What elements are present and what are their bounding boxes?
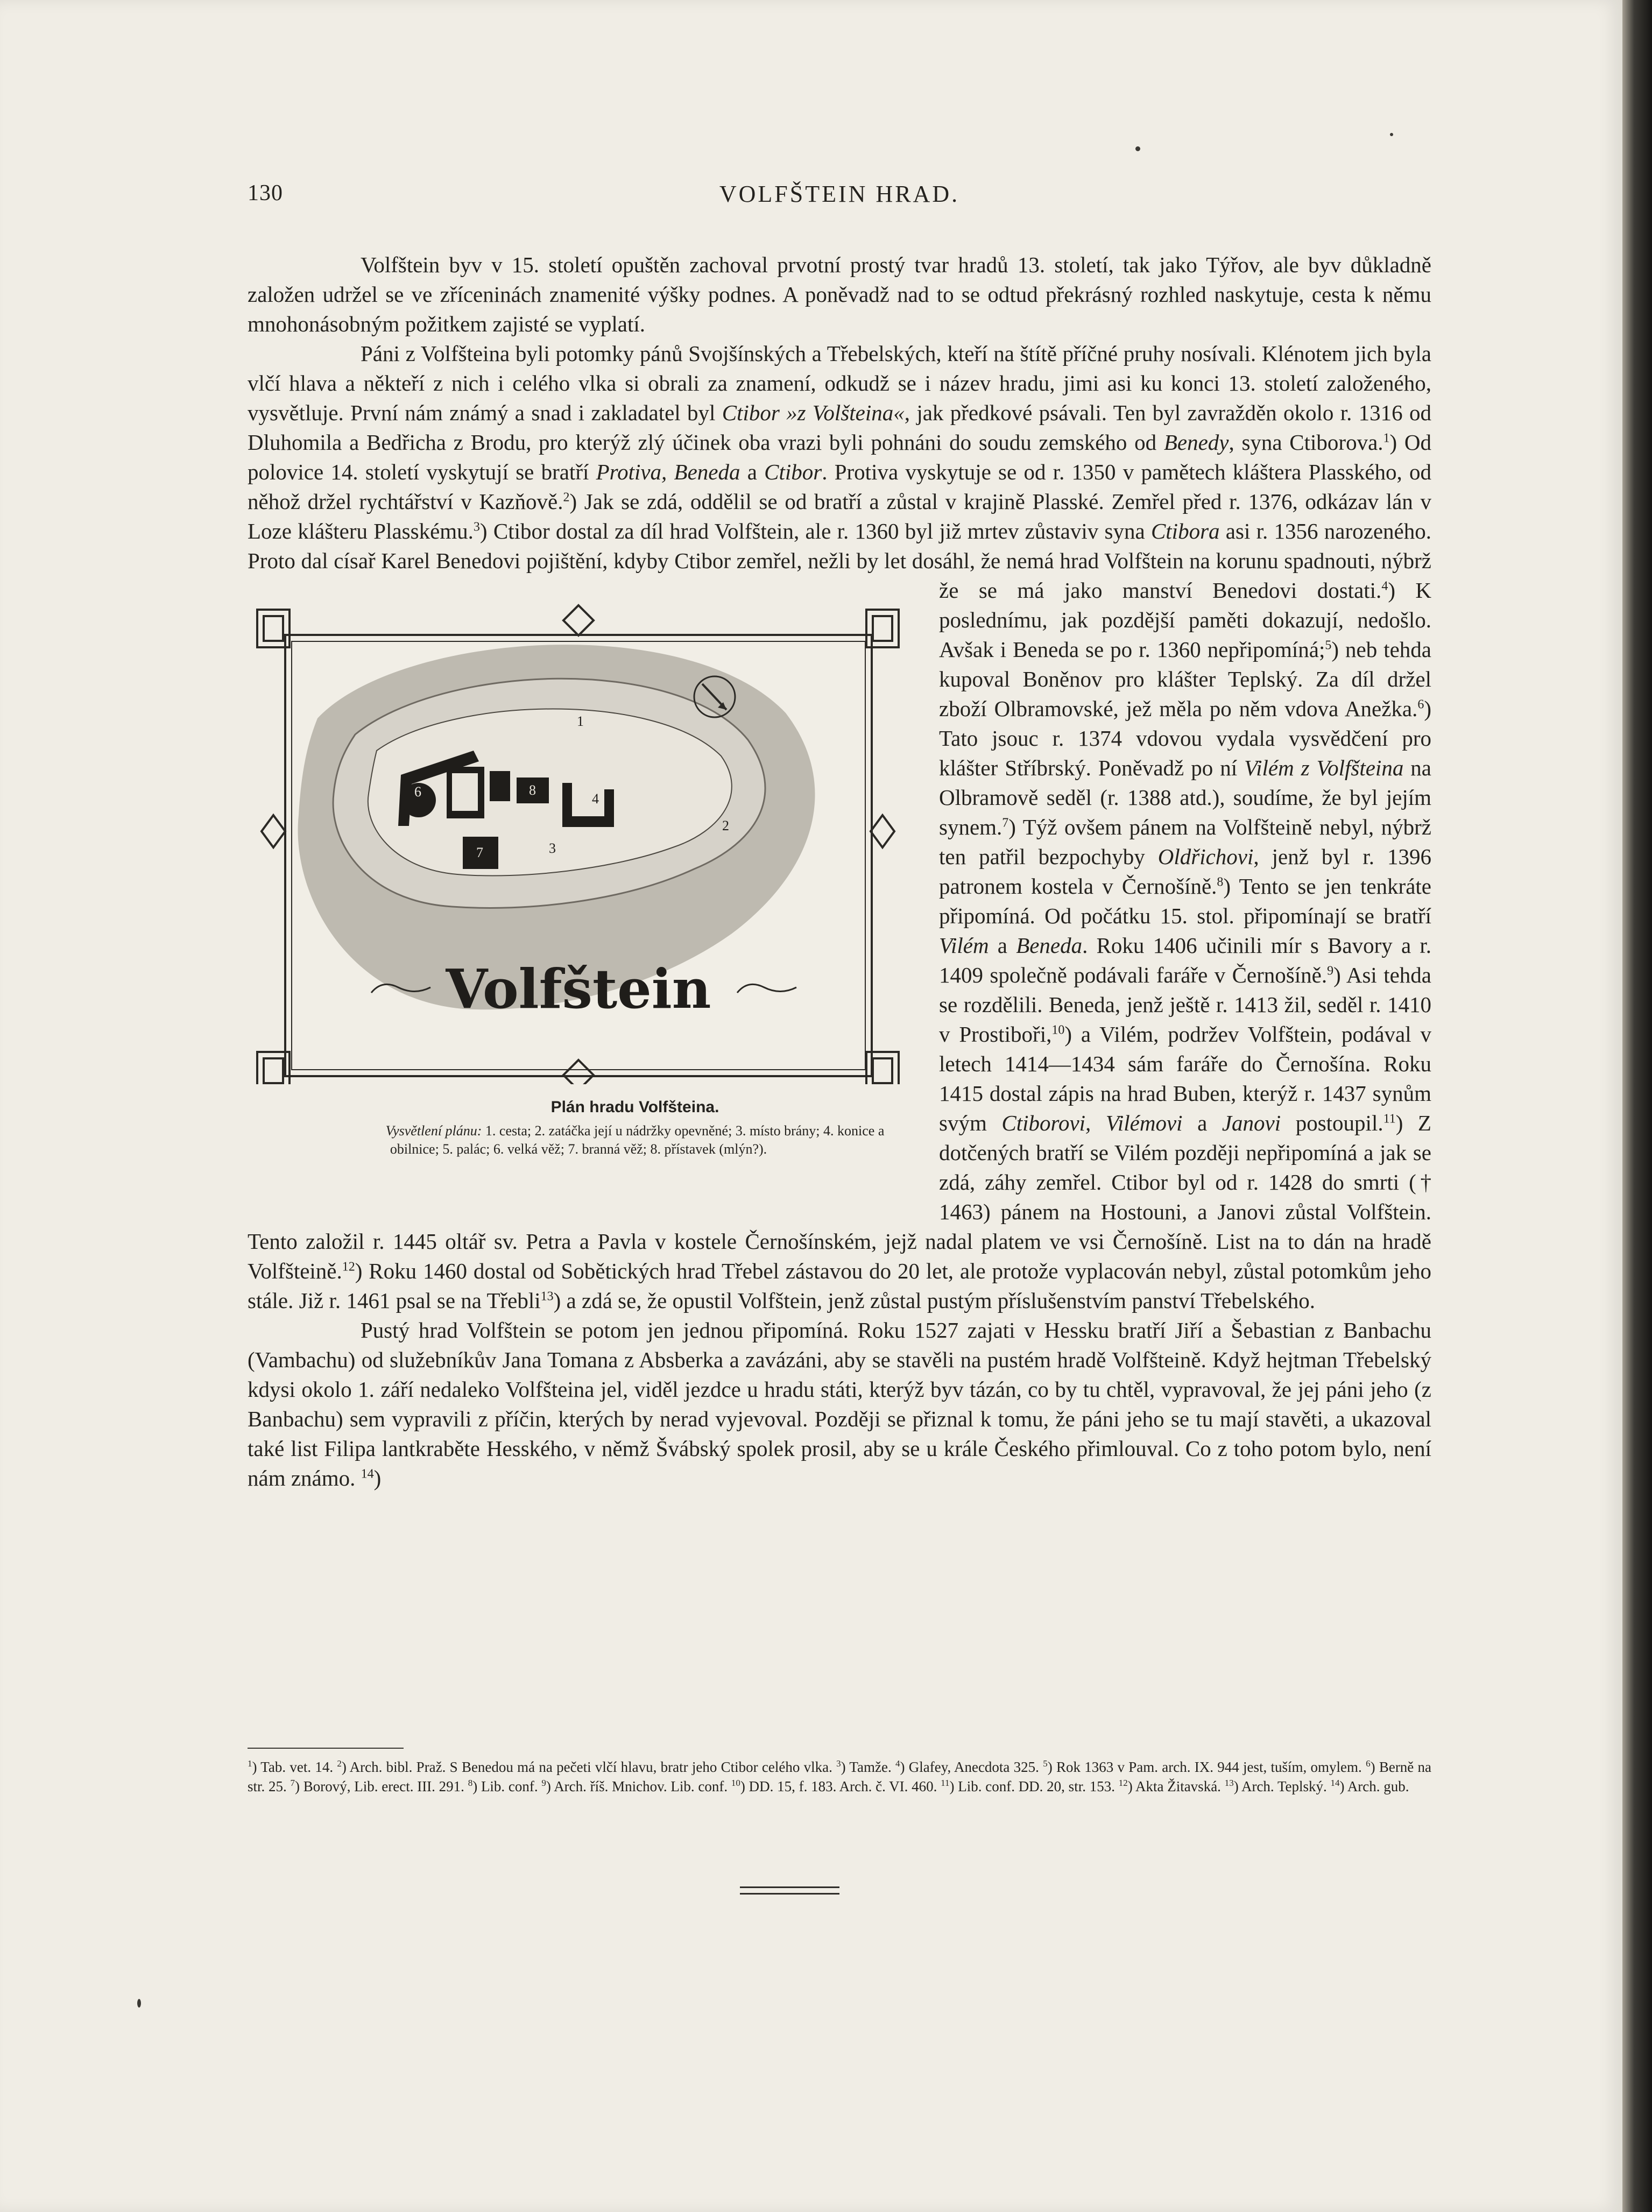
castle-plan-image [248,589,909,1084]
footnote-ref: 6 [1417,697,1424,712]
paragraph: Páni z Volfšteina byli potomky pánů Svojšínských a Třebelských, kteří na štítě příčné pruhy nosívali. Klénotem jich byla vlčí hlava a někteří z nich i celého vlka si obrali za znamení, odkudž se i název hradu, jimi asi ku konci 13. století založeného, vysvětluje. První nám známý a snad i zakladatel byl Ctibor »z Volšteina«, jak předkové psávali. Ten byl zavražděn okolo r. 1316 od Dluhomila a Bedřicha z Brodu, pro kterýž zlý účinek oba vrazi byli pohnáni do soudu zemského od Benedy, syna Ctiborova.$^1$) Od polovice 14. století vyskytují se bratří Protiva, Beneda a Ctibor. Protiva vyskytuje se od r. 1350 v pamětech kláštera Plasského, od něhož držel rychtářství v Kazňově.$^2$) Jak se zdá, oddělil se od bratří a zůstal v krajině Plasské. Zemřel před r. 1376, odkázav lán v Loze klášteru Plasskému.$^3$) Ctibor dostal za díl hrad Volfštein, ale r. 1360 byl již mrtev zůstaviv syna Ctibora asi r. 1356 narozeného. Proto dal císař Karel Benedovi pojištění, kdyby Ctibor zemřel, nežli by let dosáhl, že nemá hrad Volfštein na korunu spadnouti, nýbrž že se má jako manství Benedovi dostati. 1 2 3 4 5 6 7 8 Volfštein Plán hradu Volfšteina. Vysvětlení plánu: 1. cesta; 2. zatáčka její u nádržky opevněné; 3. místo brány; 4. konice a obilnice; 5. palác; 6. velká věž; 7. branná věž; 8. přístavek (mlýn?). $^4$) K poslednímu, jak pozdější paměti dokazují, nedošlo. Avšak i Beneda se po r. 1360 nepřipomíná;$^5$) neb tehda kupoval Boněnov pro klášter Teplský. Za díl držel zboží Olbramovské, jež měla po něm vdova Anežka.$^6$) Tato jsouc r. 1374 vdovou vydala vysvědčení pro klášter Stříbrský. Poněvadž po ní Vilém z Volfšteina na Olbramově seděl (r. 1388 atd.), soudíme, že byl jejím synem.$^7$) Týž ovšem pánem na Volfšteině nebyl, nýbrž ten patřil bezpochyby Oldřichovi, jenž byl r. 1396 patronem kostela v Černošíně.$^8$) Tento se jen tenkráte připomíná. Od počátku 15. stol. připomínají se bratří Vilém a Beneda. Roku 1406 učinili mír s Bavory a r. 1409 společně podávali faráře v Černošíně.$^9$) Asi tehda se rozdělili. Beneda, jenž ještě r. 1413 žil, seděl r. 1410 v Prostiboři,$^{10}$) a Vilém, podržev Volfštein, podával v letech 1414—1434 sám faráře do Černošína. Roku 1415 dostal zápis na hrad Buben, kterýž r. 1437 synům svým Ctiborovi, Vilémovi a Janovi postoupil.$^{11}$) Z dotčených bratří se Vilém později nepřipomíná a jak se zdá, záhy zemřel. Ctibor byl od r. 1428 do smrti († 1463) pánem na Hostouni, a Janovi zůstal Volfštein. Tento založil r. 1445 oltář sv. Petra a Pavla v kostele Černošínském, jejž nadal platem ve vsi Černošíně. List na to dán na hradě Volfšteině.$^{12}$) Roku 1460 dostal od Sobětických hrad Třebel zástavou do 20 let, ale protože vyplacován nebyl, zůstal potomkům jeho stále. Již r. 1461 psal se na Třebli$^{13}$) a zdá se, že opustil Volfštein, jenž zůstal pustým příslušenstvím panství Třebelského. [248,341,1432,1313]
plan-title: Volfštein [446,957,711,1021]
footnote-ref: 13 [540,1289,554,1304]
ink-speck [1390,133,1393,136]
svg-text:4: 4 [592,791,599,807]
footnote-ref: 8 [1217,875,1224,889]
svg-text:2: 2 [722,818,729,833]
running-title: VOLFŠTEIN HRAD. [719,181,960,207]
svg-text:7: 7 [476,845,483,860]
svg-text:6: 6 [414,784,421,800]
ink-speck [1135,146,1140,151]
footnotes: $^1$) Tab. vet. 14. $^2$) Arch. bibl. Praž. S Benedou má na pečeti vlčí hlavu, bratr jeho Ctibor celého vlka. $^3$) Tamže. $^4$) Glafey, Anecdota 325. $^5$) Rok 1363 v Pam. arch. IX. 944 jest, tuším, omylem. $^6$) Berně na str. 25. $^7$) Borový, Lib. erect. III. 291. $^8$) Lib. conf. $^9$) Arch. říš. Mnichov. Lib. conf. $^{10}$) DD. 15, f. 183. Arch. č. VI. 460. $^{11}$) Lib. conf. DD. 20, str. 153. $^{12}$) Akta Žitavská. $^{13}$) Arch. Teplský. $^{14}$) Arch. gub. [248,1758,1432,1794]
svg-text:8: 8 [529,782,536,798]
figure-caption-title: Plán hradu Volfšteina. [550,1098,719,1116]
footnote-rule [248,1748,404,1749]
end-rule [740,1893,839,1895]
svg-text:3: 3 [549,840,556,856]
footnote-ref: 7 [1002,816,1009,830]
footnote-ref: 1 [1383,431,1390,446]
svg-text:5: 5 [460,787,467,802]
footnote-ref: 11 [1383,1112,1396,1126]
ink-speck [137,1999,141,2008]
footnote-ref: 9 [1327,964,1334,978]
castle-plan-figure [248,589,909,1227]
footnote-ref: 14 [361,1467,374,1481]
footnote-ref: 12 [342,1260,355,1274]
footnote-ref: 3 [473,520,480,534]
footnote-ref: 5 [1325,638,1332,653]
footnote-ref: 2 [563,490,570,505]
body-text [248,250,1431,1493]
paragraph: Pustý hrad Volfštein se potom jen jednou připomíná. Roku 1527 zajati v Hessku bratří Jiří a Šebastian z Banbachu (Vambachu) od služebníkův Jana Tomana z Absberka a zavázáni, aby se stavěli na pustém hradě Volfšteině. Když hejtman Třebelský kdysi okolo 1. září nedaleko Volfšteina jel, viděl jezdce u hradu státi, kterýž byv tázán, co by tu chtěl, vypravoval, že jej páni jeho (z Banbachu) sem vypravili z příčin, kterých by nerad vyjevoval. Později se přiznal k tomu, že páni jeho se tu mají stavěti, a ukazoval také list Filipa lantkraběte Hesského, v němž Švábský spolek prosil, aby se u krále Českého přimlouval. Co z toho potom bylo, není nám známo. $^{14}$) [248,1318,1431,1490]
footnote-ref: 4 [1381,579,1388,593]
page-header [248,180,1431,218]
figure-float [248,589,909,1227]
figure-legend: Vysvětlení plánu: 1. cesta; 2. zatáčka její u nádržky opevněné; 3. místo brány; 4. konice a obilnice; 5. palác; 6. velká věž; 7. branná věž; 8. přístavek (mlýn?). [385,1123,885,1157]
footnote-ref: 10 [1051,1023,1065,1037]
book-edge [1622,0,1652,2212]
svg-text:1: 1 [577,713,584,729]
page-number: 130 [248,181,283,206]
end-rule [740,1886,839,1888]
paragraph: Volfštein byv v 15. století opuštěn zachoval prvotní prostý tvar hradů 13. století, tak jako Týřov, ale byv důkladně založen udržel se ve zříceninách znamenité výšky podnes. A poněvadž nad to se odtud překrásný rozhled naskytuje, cesta k němu mnohonásobným požitkem zajisté se vyplatí. [248,252,1431,336]
